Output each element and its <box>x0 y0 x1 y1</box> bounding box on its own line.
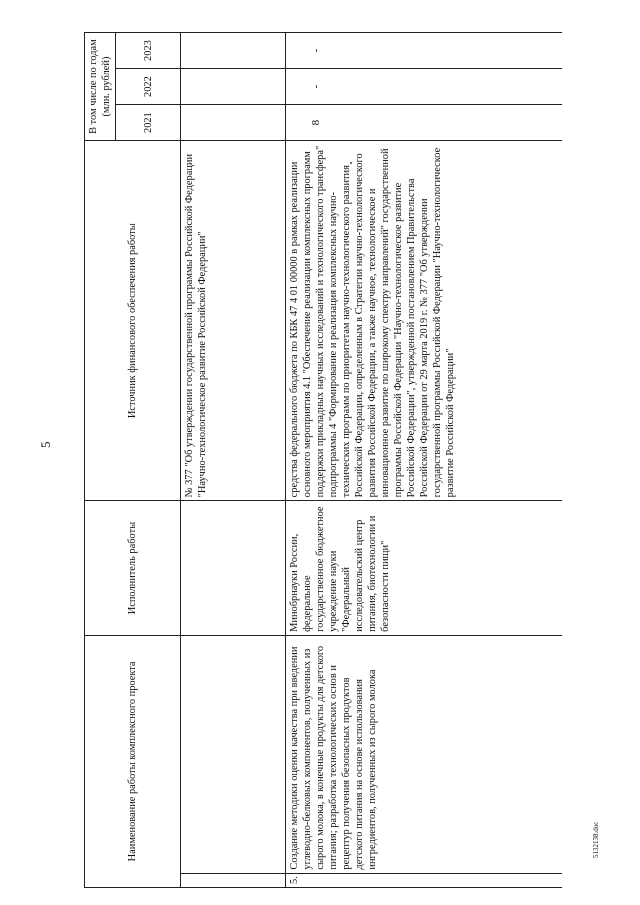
header-executor: Исполнитель работы <box>85 501 181 635</box>
financing-table <box>84 32 562 888</box>
rotated-table-sheet <box>84 32 564 888</box>
header-source: Источник финансового обеспечения работы <box>85 141 181 501</box>
header-year-2022: 2022 <box>116 69 181 105</box>
header-work-name: Наименование работы комплексного проекта <box>85 635 181 887</box>
continuation-source-cell: № 377 "Об утверждении государственной программы Российской Федерации "Научно-технологическое развитие Российской Федерации" <box>181 141 286 501</box>
header-years-group: В том числе по годам (млн. рублей) <box>85 33 116 141</box>
value-2021: 8 <box>286 105 563 141</box>
work-name-cell: Создание методики оценки качества при введении углеводно-белковых компонентов, полученных из сырого молока, в конечные продукты для детского питания; разработка технологических основ и рецептур получения безопасных продуктов детского питания на основе использования ингредиентов, полученных из сырого молока <box>286 635 563 873</box>
row-number: 5. <box>286 873 563 887</box>
table-row <box>286 33 563 888</box>
value-2023: - <box>286 33 563 69</box>
executor-cell: Минобрнауки России, федеральное государственное бюджетное учреждение науки "Федеральный исследовательский центр питания, биотехнологии и безопасности пищи" <box>286 501 563 635</box>
page-number: 5 <box>38 441 53 448</box>
header-year-2023: 2023 <box>116 33 181 69</box>
source-cell: средства федерального бюджета по КБК 47 4 01 00000 в рамках реализации основного мероприятия 4.1 "Обеспечение реализации комплексных программ поддержки прикладных научных исследований и технологического трансфера" подпрограммы 4 "Формирование и реализация комплексных научно-технических программ по приоритетам научно-технологического развития Российской Федерации, определенным в Стратегии научно-технологического развития Российской Федерации, а также научное, технологическое и инновационное развитие по широкому спектру направлений" государственной программы Российской Федерации "Научно-технологическое развитие Российской Федерации", утвержденной постановлением Правительства Российской Федерации от 29 марта 2019 г. № 377 "Об утверждении государственной программы Российской Федерации "Научно-технологическое развитие Российской Федерации" <box>286 141 563 501</box>
file-name: 5132138.doc <box>592 821 600 858</box>
header-year-2021: 2021 <box>116 105 181 141</box>
value-2022: - <box>286 69 563 105</box>
table-row <box>181 33 286 888</box>
